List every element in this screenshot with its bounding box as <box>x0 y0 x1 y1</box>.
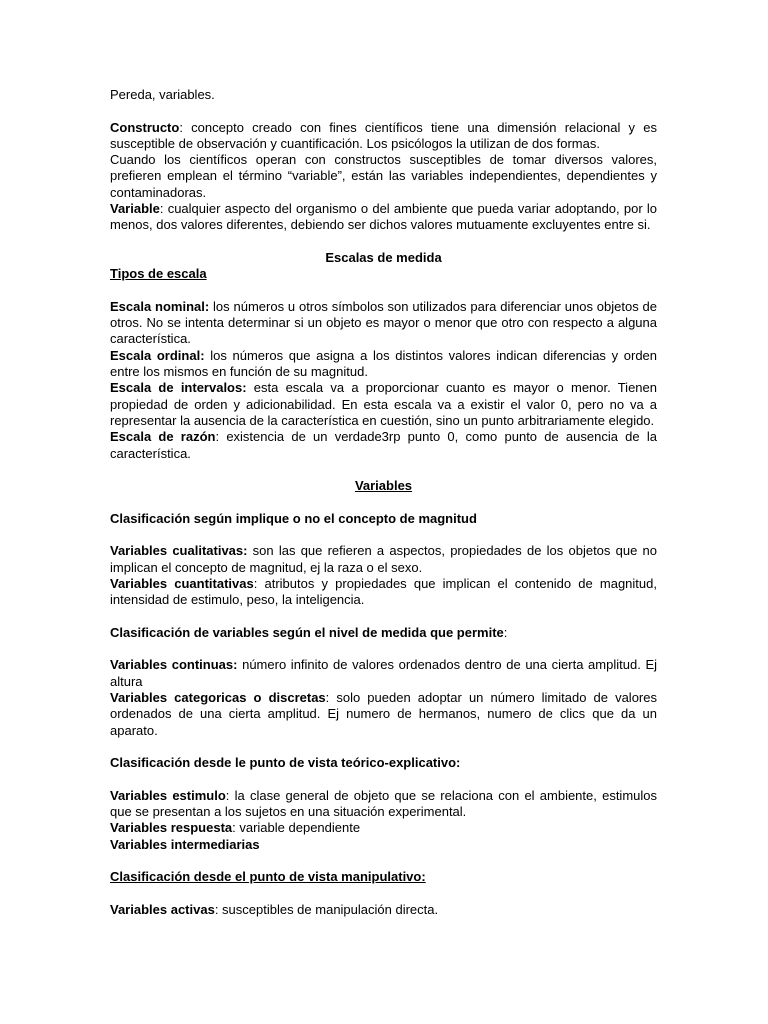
nivel-heading-text: Clasificación de variables según el nivel de medida que permite <box>110 624 504 640</box>
escala-intervalos-term: Escala de intervalos: <box>110 380 247 396</box>
variable-text: : cualquier aspecto del organismo o del ambiente que pueda variar adoptando, por lo menos, dos valores diferentes, debiendo ser dichos valores mutuamente excluyentes entre si. <box>110 201 657 233</box>
variables-intermediarias <box>110 837 657 853</box>
escala-nominal-text: los números u otros símbolos son utilizados para diferenciar unos objetos de otros. No se intenta determinar si un objeto es mayor o menor que otro con respecto a alguna característica. <box>110 298 657 347</box>
variable-definition <box>110 201 657 234</box>
escala-razon-text: : existencia de un verdade3rp punto 0, como punto de ausencia de la característica. <box>110 429 657 461</box>
escala-ordinal <box>110 348 657 381</box>
variables-cualitativas <box>110 543 657 576</box>
nivel-heading-colon: : <box>503 624 508 640</box>
teorico-heading <box>110 755 657 771</box>
escalas-title <box>110 250 657 266</box>
variable-term: Variable <box>110 201 160 217</box>
manipulativo-heading <box>110 869 657 885</box>
tipos-escala-text: Tipos de escala <box>110 266 207 282</box>
estimulo-term: Variables estimulo <box>110 787 226 803</box>
variables-title-text: Variables <box>354 478 413 494</box>
categoricas-term: Variables categoricas o discretas <box>110 689 326 705</box>
cientificos-paragraph: Cuando los científicos operan con constructos susceptibles de tomar diversos valores, prefieren emplean el término “variable”, están las variables independientes, dependientes y contaminadoras. <box>110 152 657 200</box>
manipulativo-heading-text: Clasificación desde el punto de vista manipulativo: <box>110 869 426 885</box>
variables-title <box>110 478 657 494</box>
magnitud-heading <box>110 511 657 527</box>
cualitativas-term: Variables cualitativas: <box>110 543 248 559</box>
constructo-paragraph <box>110 120 657 153</box>
escala-nominal-term: Escala nominal: <box>110 298 210 314</box>
intro-line: Pereda, variables. <box>110 87 215 102</box>
escala-ordinal-term: Escala ordinal: <box>110 347 205 363</box>
cuantitativas-text: : atributos y propiedades que implican el contenido de magnitud, intensidad de estimulo, peso, la inteligencia. <box>110 575 657 608</box>
escala-razon-term: Escala de razón <box>110 429 216 445</box>
tipos-escala-heading <box>110 266 657 282</box>
continuas-term: Variables continuas: <box>110 657 238 673</box>
categoricas-text: : solo pueden adoptar un número limitado de valores ordenados de una cierta amplitud. Ej numero de hermanos, numero de clics que da un aparato. <box>110 689 657 738</box>
continuas-text: número infinito de valores ordenados dentro de una cierta amplitud. Ej altura <box>110 657 657 689</box>
constructo-term: Constructo <box>110 119 180 135</box>
constructo-text: : concepto creado con fines científicos tiene una dimensión relacional y es susceptible de observación y cuantificación. Los psicólogos la utilizan de dos formas. <box>110 119 657 151</box>
escala-intervalos <box>110 380 657 429</box>
teorico-heading-text: Clasificación desde le punto de vista teórico-explicativo: <box>110 755 461 771</box>
cuantitativas-term: Variables cuantitativas <box>110 575 254 591</box>
variables-estimulo <box>110 788 657 821</box>
variables-continuas <box>110 657 657 690</box>
cualitativas-text: son las que refieren a aspectos, propiedades de los objetos que no implican el concepto de magnitud, ej la raza o el sexo. <box>110 543 657 575</box>
respuesta-term: Variables respuesta <box>110 820 233 836</box>
escala-razon <box>110 429 657 462</box>
escala-intervalos-text: esta escala va a proporcionar cuanto es mayor o menor. Tienen propiedad de orden y adicionabilidad. En esta escala va a existir el valor 0, pero no va a representar la ausencia de la característica en cuestión, sino un punto arbitrariamente elegido. <box>110 380 657 428</box>
escala-ordinal-text: los números que asigna a los distintos valores indican diferencias y orden entre los mismos en función de su magnitud. <box>110 347 658 380</box>
escala-nominal <box>110 299 657 348</box>
variables-respuesta <box>110 820 657 836</box>
variables-activas <box>110 902 657 918</box>
intermediarias-term: Variables intermediarias <box>110 836 260 852</box>
nivel-heading <box>110 625 657 641</box>
document-page <box>110 87 657 918</box>
escalas-title-text: Escalas de medida <box>325 249 442 265</box>
activas-text: : susceptibles de manipulación directa. <box>214 901 439 917</box>
magnitud-heading-text: Clasificación según implique o no el concepto de magnitud <box>110 510 477 526</box>
activas-term: Variables activas <box>110 901 215 917</box>
estimulo-text: : la clase general de objeto que se relaciona con el ambiente, estimulos que se presentan a los sujetos en una situación experimental. <box>110 787 657 820</box>
variables-cuantitativas <box>110 576 657 609</box>
respuesta-text: : variable dependiente <box>232 820 361 836</box>
variables-categoricas <box>110 690 657 739</box>
